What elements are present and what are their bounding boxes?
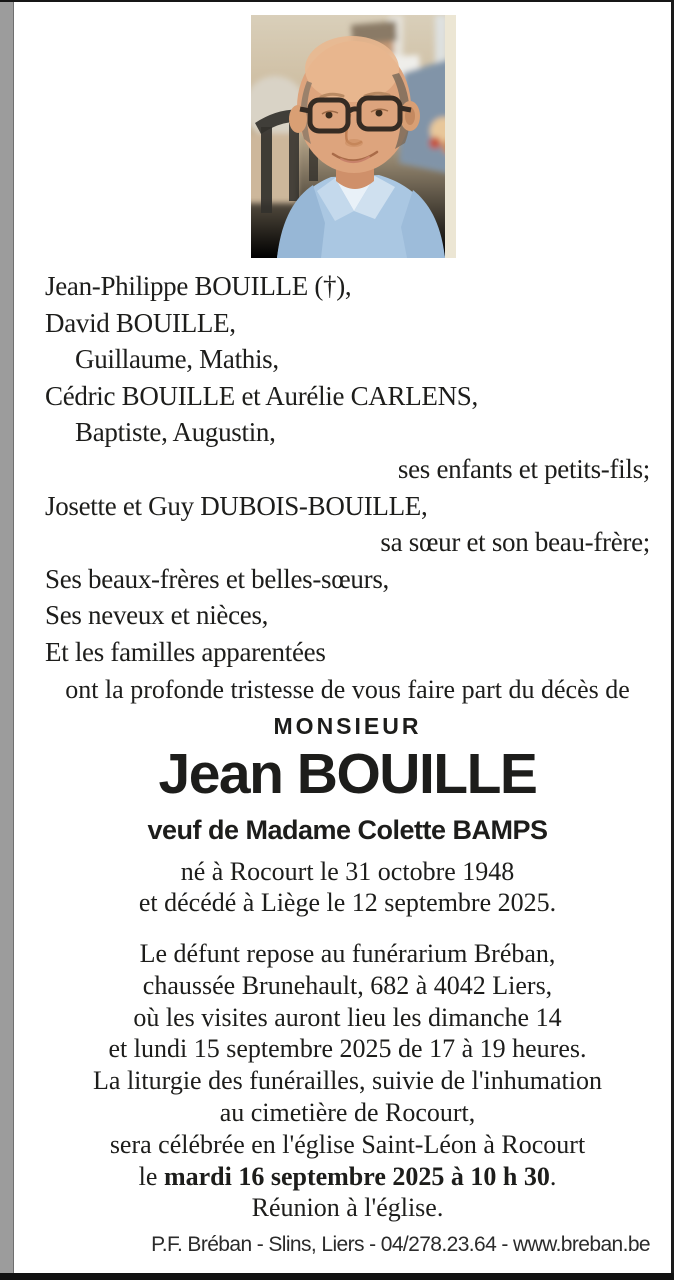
funeral-details-block xyxy=(45,938,650,1224)
portrait-illustration xyxy=(251,15,456,258)
family-relation-line: ses enfants et petits-fils; xyxy=(397,453,650,484)
family-line: Ses neveux et nièces, xyxy=(45,600,269,631)
bottom-border xyxy=(0,1273,674,1280)
funeral-line: au cimetière de Rocourt, xyxy=(219,1097,476,1127)
ceremony-datetime: mardi 16 septembre 2025 à 10 h 30 xyxy=(163,1161,550,1191)
family-line: Guillaume, Mathis, xyxy=(75,344,279,375)
funeral-line: Le défunt repose au funérarium Bréban, xyxy=(139,939,556,968)
announcement-sentence: ont la profonde tristesse de vous faire part du décès de xyxy=(65,675,630,704)
ceremony-suffix: . xyxy=(549,1161,557,1191)
funeral-address-line: chaussée Brunehault, 682 à 4042 Liers, xyxy=(142,970,553,1000)
deceased-portrait-photo xyxy=(251,15,456,258)
ceremony-prefix: le xyxy=(138,1161,164,1191)
funeral-line: où les visites auront lieu les dimanche 14 xyxy=(133,1002,562,1032)
funeral-line: sera célébrée en l'église Saint-Léon à Rocourt xyxy=(109,1129,586,1159)
family-line: Josette et Guy DUBOIS-BOUILLE, xyxy=(45,490,428,521)
deceased-name: Jean BOUILLE xyxy=(158,742,537,806)
top-border xyxy=(0,0,674,2)
funeral-line: Réunion à l'église. xyxy=(251,1193,444,1223)
birth-death-block xyxy=(45,856,650,918)
birth-line: né à Rocourt le 31 octobre 1948 xyxy=(180,857,515,886)
funeral-home-contact: P.F. Bréban - Slins, Liers - 04/278.23.64 - www.breban.be xyxy=(151,1233,650,1256)
family-line: Baptiste, Augustin, xyxy=(75,417,276,448)
family-list xyxy=(45,268,650,671)
family-line: Cédric BOUILLE et Aurélie CARLENS, xyxy=(45,380,478,411)
ceremony-date-line xyxy=(45,1161,650,1193)
death-line: et décédé à Liège le 12 septembre 2025. xyxy=(138,888,557,917)
left-scan-stripe xyxy=(0,2,14,1273)
widower-subtitle: veuf de Madame Colette BAMPS xyxy=(147,815,548,845)
family-line: Ses beaux-frères et belles-sœurs, xyxy=(45,563,389,594)
family-line: Jean-Philippe BOUILLE (†), xyxy=(45,271,352,301)
funeral-line: et lundi 15 septembre 2025 de 17 à 19 heures. xyxy=(108,1034,587,1064)
family-relation-line: sa sœur et son beau-frère; xyxy=(380,527,650,558)
family-line: David BOUILLE, xyxy=(45,307,236,338)
family-line: Et les familles apparentées xyxy=(45,636,326,667)
honorific-title: MONSIEUR xyxy=(273,713,422,739)
funeral-line: La liturgie des funérailles, suivie de l'inhumation xyxy=(93,1066,602,1096)
